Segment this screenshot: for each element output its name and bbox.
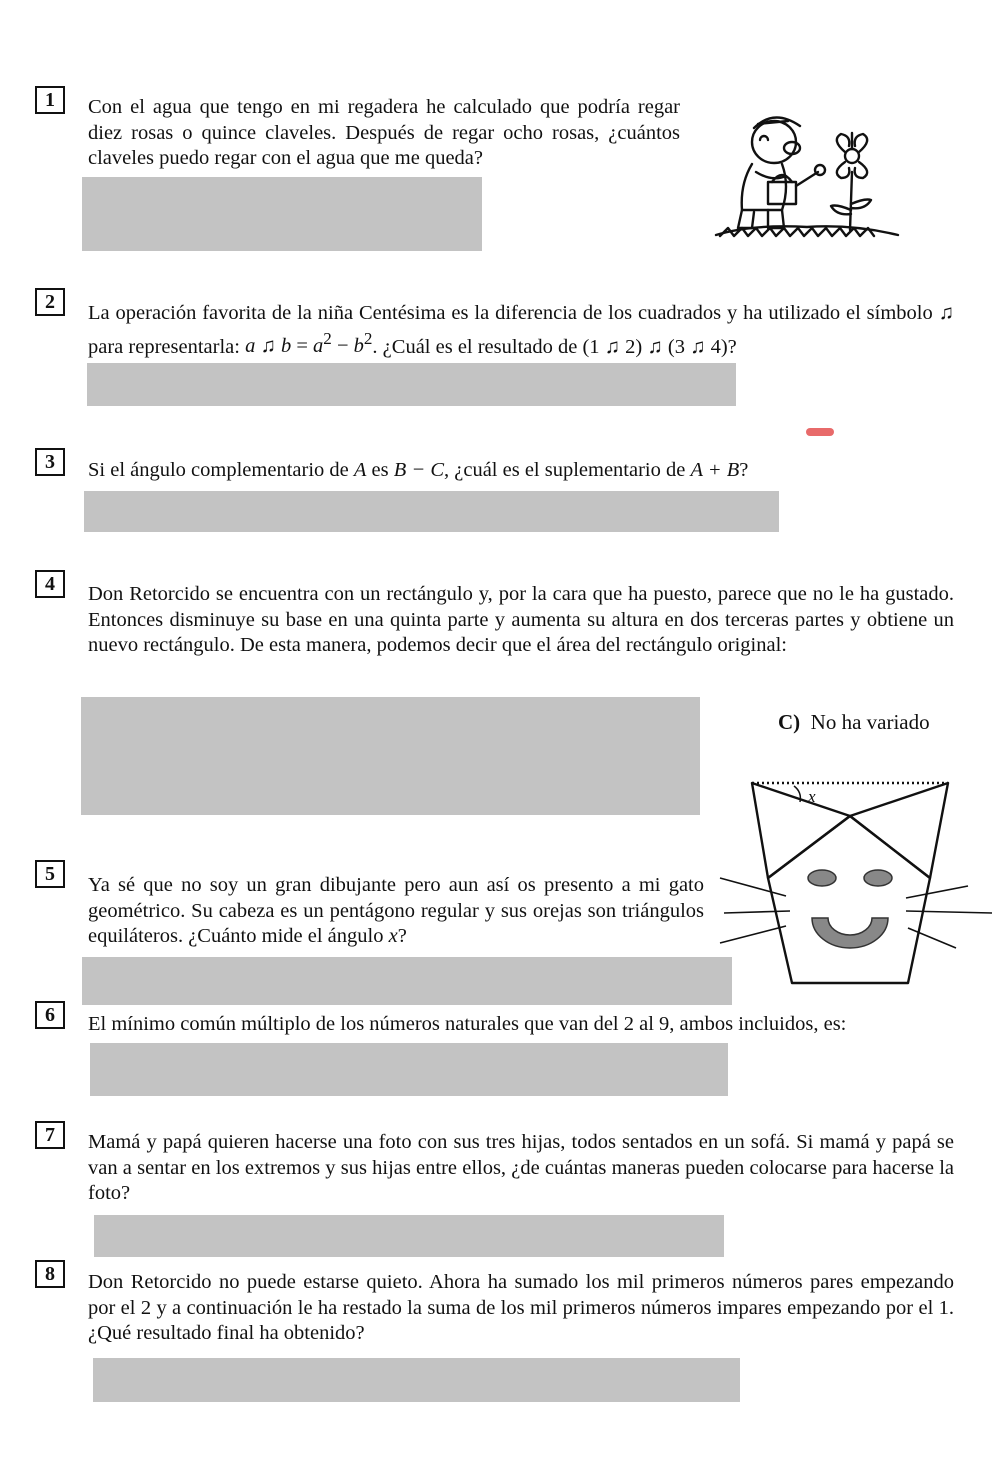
problem-number-4: 4 — [35, 570, 65, 598]
problem-4-text: Don Retorcido se encuentra con un rectángulo y, por la cara que ha puesto, parece que no le ha gustado. Entonces disminuye su base en una quinta parte y aumenta su altura en dos terceras partes y obtiene un nuevo rectángulo. De esta manera, podemos decir que el área del rectángulo original: — [88, 583, 954, 656]
angle-x-label: x — [808, 787, 816, 806]
problem-number-7: 7 — [35, 1121, 65, 1149]
problem-number-3: 3 — [35, 448, 65, 476]
option-c: C) No ha variado — [778, 710, 930, 734]
problem-2-mid: para representarla: — [88, 335, 240, 358]
geometric-cat-figure — [720, 778, 1000, 988]
problem-1-text: Con el agua que tengo en mi regadera he calculado que podría regar diez rosas o quince claveles. Después de regar ocho rosas, ¿cuántos claveles puedo regar con el agua que me queda? — [88, 96, 680, 169]
redacted-answer-2 — [87, 363, 736, 406]
redacted-answer-4 — [81, 697, 700, 815]
redacted-answer-8 — [93, 1358, 740, 1402]
problem-5-text: Ya sé que no soy un gran dibujante pero aun así os presento a mi gato geométrico. Su cabeza es un pentágono regular y sus orejas son triángulos equiláteros. ¿Cuánto mide el ángulo x? — [88, 874, 704, 947]
redacted-answer-1 — [82, 177, 482, 251]
red-mark — [806, 428, 834, 436]
problem-2-intro: La operación favorita de la niña Centésima es la diferencia de los cuadrados y ha utilizado el símbolo — [88, 302, 933, 324]
problem-6-text: El mínimo común múltiplo de los números naturales que van del 2 al 9, ambos incluidos, es: — [88, 1013, 847, 1035]
problem-number-1: 1 — [35, 86, 65, 114]
formula: a ♫ $b = a^2 - b^2$ — [245, 329, 373, 358]
problem-2-question: . ¿Cuál es el resultado de (1 ♫ 2) ♫ (3 ♫ 4)? — [372, 335, 737, 358]
redacted-answer-3 — [84, 491, 779, 532]
problem-number-2: 2 — [35, 288, 65, 316]
problem-2-text — [88, 301, 954, 360]
problem-7-text: Mamá y papá quieren hacerse una foto con sus tres hijas, todos sentados en un sofá. Si mamá y papá se van a sentar en los extremos y sus hijas entre ellos, ¿de cuántas maneras pueden colocarse para hacerse la foto? — [88, 1131, 954, 1204]
problem-number-5: 5 — [35, 860, 65, 888]
problem-number-8: 8 — [35, 1260, 65, 1288]
problem-8-text: Don Retorcido no puede estarse quieto. Ahora ha sumado los mil primeros números pares empezando por el 2 y a continuación le ha restado la suma de los mil primeros números impares empezando por el 1. ¿Qué resultado final ha obtenido? — [88, 1271, 954, 1344]
redacted-answer-5 — [82, 957, 732, 1005]
problem-number-6: 6 — [35, 1001, 65, 1029]
redacted-answer-6 — [90, 1043, 728, 1096]
music-note-icon: ♫ — [938, 302, 955, 324]
redacted-answer-7 — [94, 1215, 724, 1257]
gardener-illustration — [712, 112, 902, 242]
problem-3-text: Si el ángulo complementario de A es B − C, ¿cuál es el suplementario de A + B? — [88, 459, 749, 481]
